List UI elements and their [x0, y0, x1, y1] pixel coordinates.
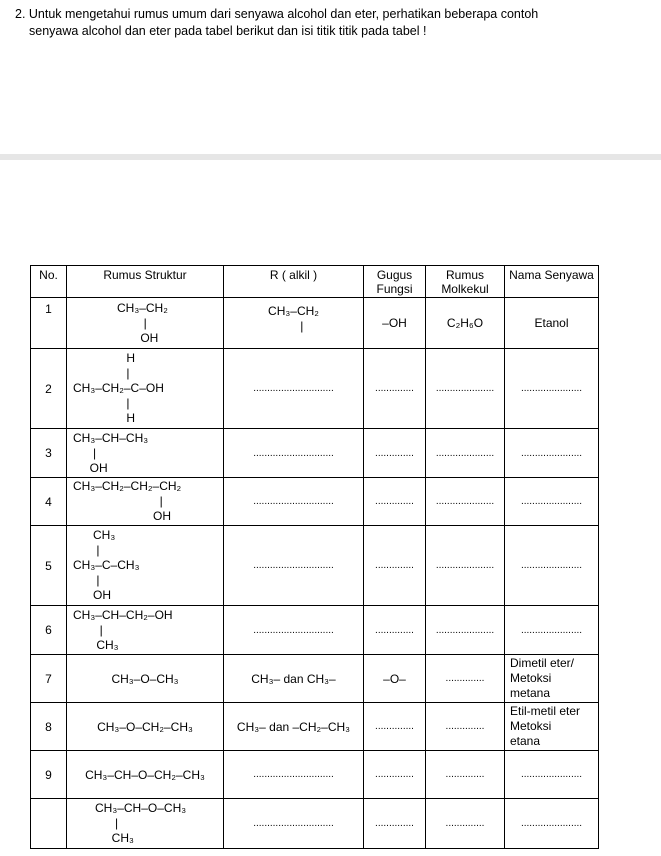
row-struktur: CH₃–CH–O–CH₂–CH₃ [67, 751, 224, 799]
table-row [31, 606, 599, 655]
row-nama: ...................... [505, 606, 599, 655]
row-struktur: CH₃–CH–CH₂–OH | CH₃ [67, 606, 224, 655]
row-no: 5 [31, 526, 67, 606]
row-nama: ...................... [505, 478, 599, 526]
row-molekul: .............. [426, 703, 505, 751]
header-alkil: R ( alkil ) [224, 266, 364, 298]
row-no: 8 [31, 703, 67, 751]
table-row [31, 751, 599, 799]
row-no: 9 [31, 751, 67, 799]
row-gugus: –OH [364, 298, 426, 349]
row-gugus: .............. [364, 799, 426, 849]
row-no [31, 799, 67, 849]
row-alkil: ............................. [224, 751, 364, 799]
row-molekul: ..................... [426, 606, 505, 655]
row-alkil: CH₃–CH₂ | [224, 298, 364, 349]
row-nama: Dimetil eter/ Metoksi metana [505, 655, 599, 703]
row-nama: ...................... [505, 799, 599, 849]
table-header-row [31, 266, 599, 298]
header-nama: Nama Senyawa [505, 266, 599, 298]
row-alkil: ............................. [224, 349, 364, 429]
row-molekul: .............. [426, 799, 505, 849]
row-nama: ...................... [505, 429, 599, 478]
table-row [31, 526, 599, 606]
header-no: No. [31, 266, 67, 298]
row-alkil: ............................. [224, 799, 364, 849]
table-row [31, 429, 599, 478]
row-nama: ...................... [505, 526, 599, 606]
instruction-line-2: senyawa alcohol dan eter pada tabel berikut dan isi titik titik pada tabel ! [29, 24, 427, 38]
row-gugus: –O– [364, 655, 426, 703]
section-divider [0, 154, 661, 160]
row-struktur: CH₃ | CH₃–C–CH₃ | OH [67, 526, 224, 606]
table-row [31, 478, 599, 526]
row-molekul: ..................... [426, 429, 505, 478]
header-struktur: Rumus Struktur [67, 266, 224, 298]
table-row [31, 655, 599, 703]
row-gugus: .............. [364, 703, 426, 751]
compound-table [30, 265, 599, 849]
row-struktur: CH₃–O–CH₃ [67, 655, 224, 703]
row-struktur: CH₃–CH–O–CH₃ | CH₃ [67, 799, 224, 849]
row-alkil: ............................. [224, 478, 364, 526]
row-alkil: ............................. [224, 526, 364, 606]
row-no: 2 [31, 349, 67, 429]
row-molekul: ..................... [426, 349, 505, 429]
row-alkil: CH₃– dan –CH₂–CH₃ [224, 703, 364, 751]
table-row [31, 349, 599, 429]
header-gugus: Gugus Fungsi [364, 266, 426, 298]
row-molekul: ..................... [426, 478, 505, 526]
row-nama: Etanol [505, 298, 599, 349]
row-nama: ...................... [505, 751, 599, 799]
instruction-line-1: 2. Untuk mengetahui rumus umum dari senyawa alcohol dan eter, perhatikan beberapa contoh [15, 7, 539, 21]
row-molekul: C₂H₆O [426, 298, 505, 349]
row-alkil: ............................. [224, 606, 364, 655]
row-molekul: ..................... [426, 526, 505, 606]
table-row [31, 799, 599, 849]
header-molekul: Rumus Molkekul [426, 266, 505, 298]
row-no: 7 [31, 655, 67, 703]
table-row [31, 703, 599, 751]
row-no: 3 [31, 429, 67, 478]
instruction-text [15, 6, 655, 40]
row-struktur: CH₃–CH₂ | OH [67, 298, 224, 349]
row-struktur: H | CH₃–CH₂–C–OH | H [67, 349, 224, 429]
row-gugus: .............. [364, 429, 426, 478]
row-alkil: CH₃– dan CH₃– [224, 655, 364, 703]
row-struktur: CH₃–O–CH₂–CH₃ [67, 703, 224, 751]
row-gugus: .............. [364, 606, 426, 655]
row-no: 4 [31, 478, 67, 526]
row-no: 6 [31, 606, 67, 655]
row-alkil: ............................. [224, 429, 364, 478]
row-molekul: .............. [426, 655, 505, 703]
row-molekul: .............. [426, 751, 505, 799]
row-no: 1 [31, 298, 67, 349]
row-nama: ...................... [505, 349, 599, 429]
row-gugus: .............. [364, 526, 426, 606]
row-struktur: CH₃–CH–CH₃ | OH [67, 429, 224, 478]
row-nama: Etil-metil eter Metoksi etana [505, 703, 599, 751]
row-gugus: .............. [364, 478, 426, 526]
table-row [31, 298, 599, 349]
row-gugus: .............. [364, 349, 426, 429]
row-gugus: .............. [364, 751, 426, 799]
row-struktur: CH₃–CH₂–CH₂–CH₂ | OH [67, 478, 224, 526]
